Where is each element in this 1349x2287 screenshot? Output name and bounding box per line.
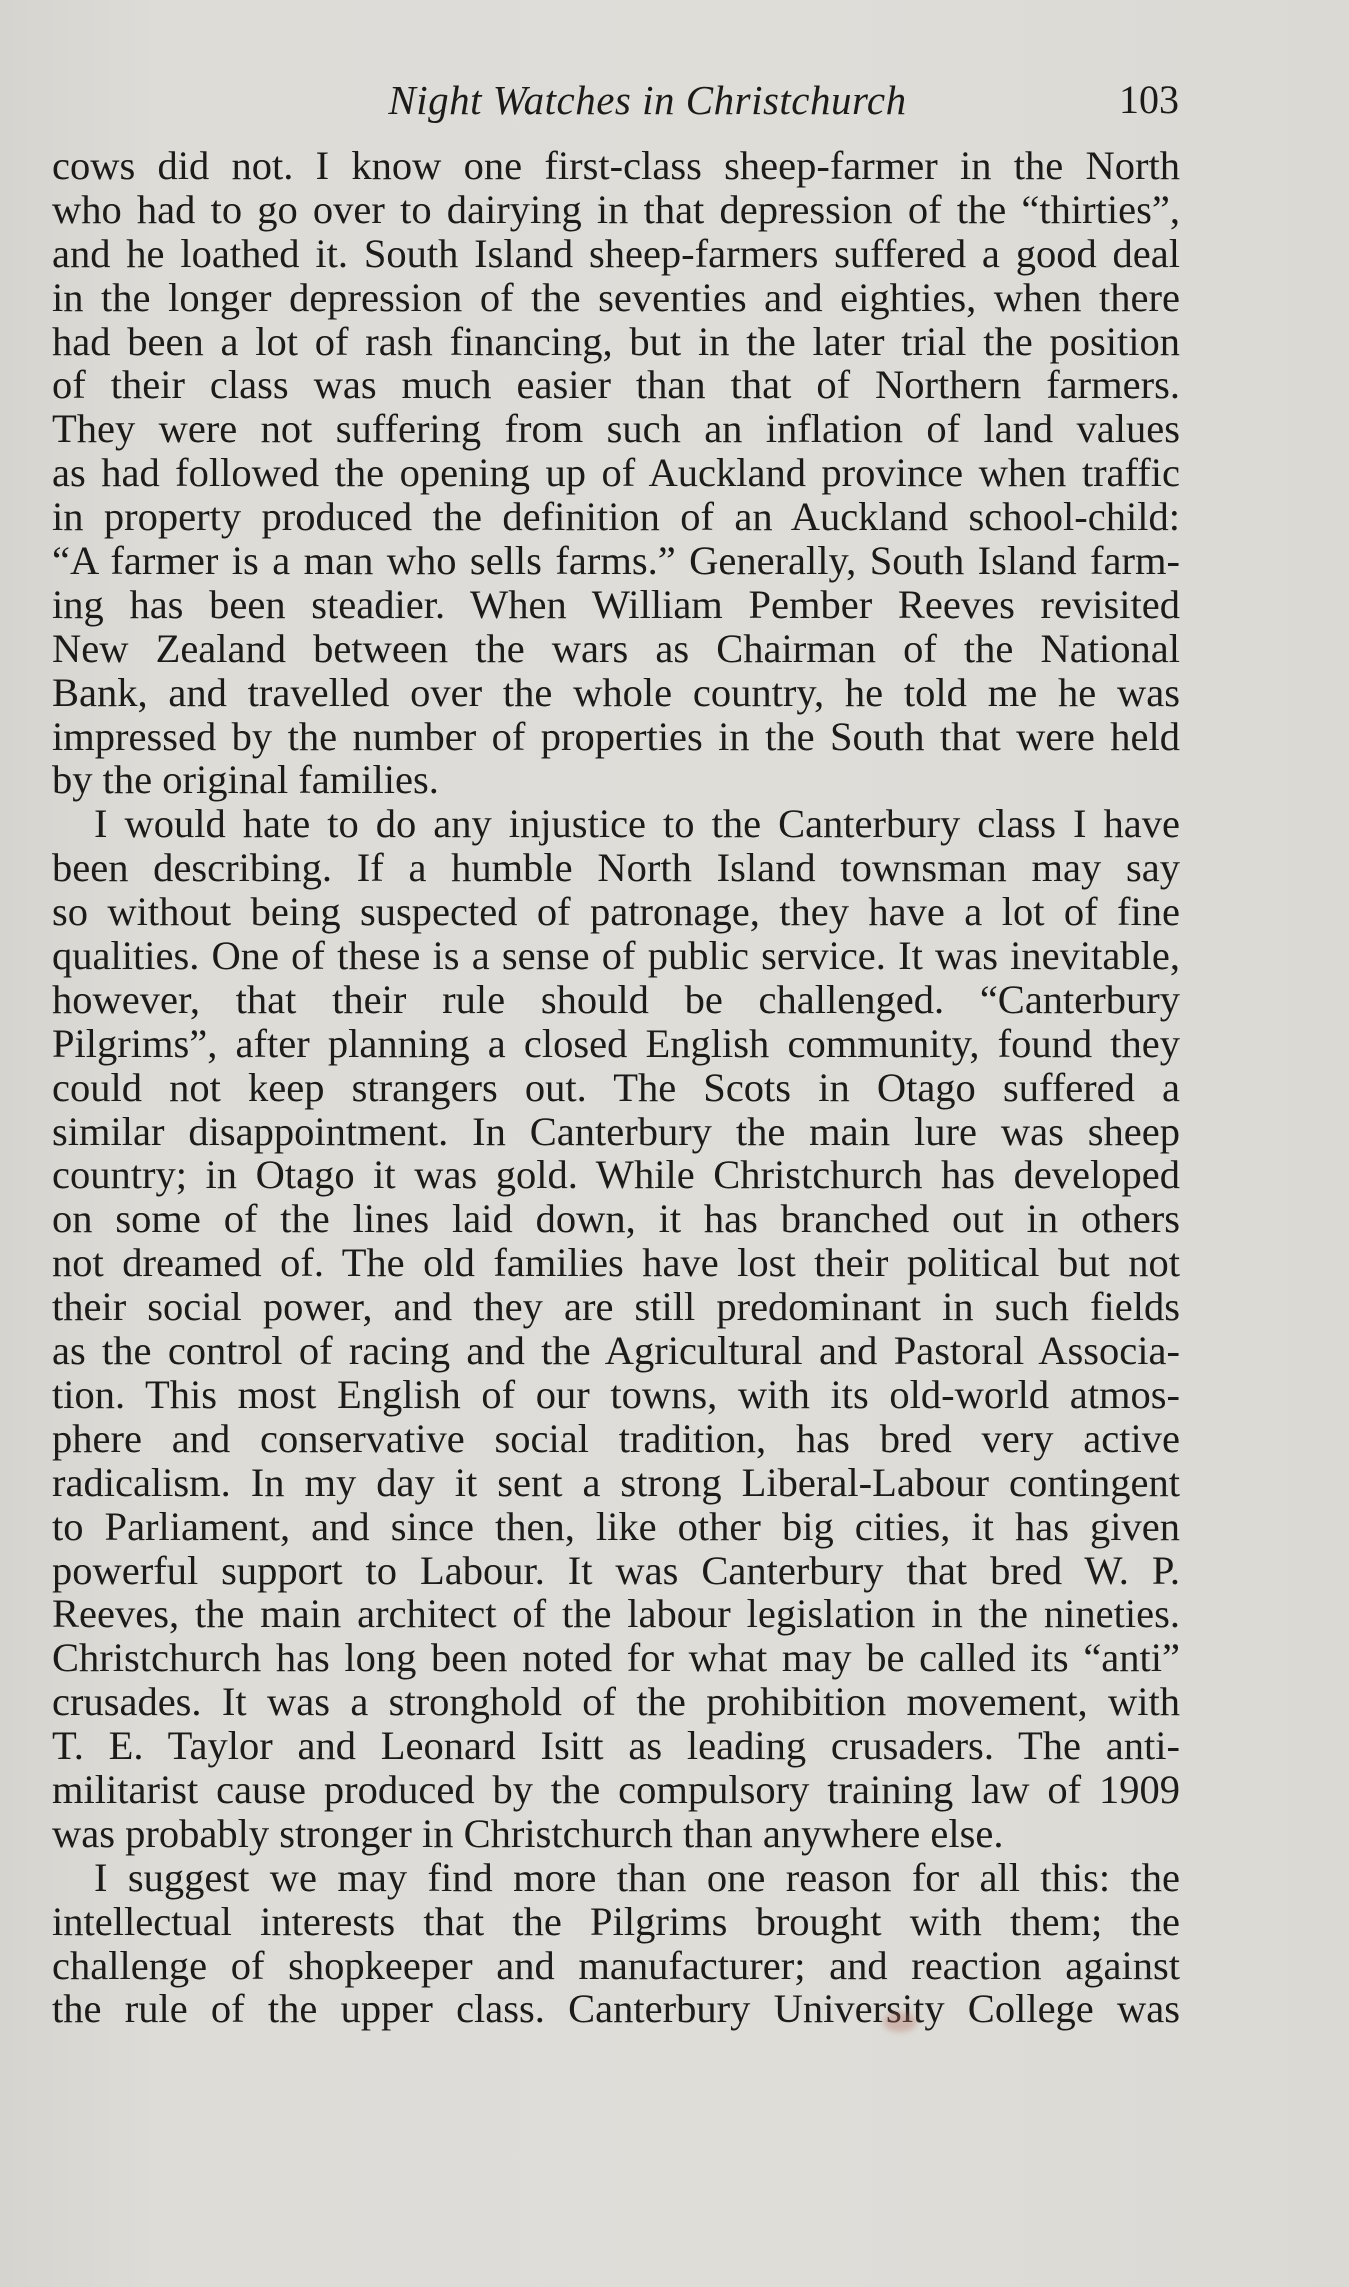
text-line: radicalism. In my day it sent a strong Liberal-Labour contingent [52,1459,1180,1505]
text-line: their social power, and they are still predominant in such fields [52,1284,1180,1330]
text-line: intellectual interests that the Pilgrims brought with them; the [52,1898,1180,1944]
text-line: as had followed the opening up of Auckland province when traffic [52,450,1180,496]
paragraph-end-line: by the original families. [52,757,439,803]
text-line: challenge of shopkeeper and manufacturer; and reaction against [52,1942,1180,1988]
text-line: crusades. It was a stronghold of the prohibition movement, with [52,1679,1180,1725]
text-line: New Zealand between the wars as Chairman of the National [52,625,1180,671]
text-line: similar disappointment. In Canterbury the main lure was sheep [52,1108,1180,1154]
text-line: Reeves, the main architect of the labour legislation in the nineties. [52,1591,1180,1637]
text-line: could not keep strangers out. The Scots in Otago suffered a [52,1064,1180,1110]
text-line: Pilgrims”, after planning a closed English community, found they [52,1020,1180,1066]
running-head [0,72,1349,128]
text-line: T. E. Taylor and Leonard Isitt as leading crusaders. The anti- [52,1723,1180,1769]
text-line: qualities. One of these is a sense of public service. It was inevitable, [52,933,1180,979]
page-number: 103 [1119,77,1179,122]
text-line: on some of the lines laid down, it has branched out in others [52,1196,1180,1242]
text-line: who had to go over to dairying in that depression of the “thirties”, [52,186,1180,232]
text-line: They were not suffering from such an inflation of land values [52,406,1180,452]
text-line: cows did not. I know one first-class sheep-farmer in the North [52,143,1180,188]
text-line: powerful support to Labour. It was Canterbury that bred W. P. [52,1547,1180,1593]
text-line: so without being suspected of patronage, they have a lot of fine [52,889,1180,935]
text-line: militarist cause produced by the compulsory training law of 1909 [52,1766,1180,1812]
text-line: been describing. If a humble North Island townsman may say [52,845,1180,891]
text-line: however, that their rule should be challenged. “Canterbury [52,976,1180,1022]
text-line: tion. This most English of our towns, with its old-world atmos- [52,1371,1180,1417]
paragraph-start-line: I suggest we may find more than one reason for all this: the [94,1854,1180,1900]
running-title: Night Watches in Christchurch [388,77,907,123]
body-text [52,144,1180,2031]
paper-stain [883,2012,917,2032]
paragraph-start-line: I would hate to do any injustice to the Canterbury class I have [94,801,1180,847]
text-line: in property produced the definition of an Auckland school-child: [52,494,1180,540]
text-line: Bank, and travelled over the whole country, he told me he was [52,669,1180,715]
text-line: and he loathed it. South Island sheep-farmers suffered a good deal [52,230,1180,276]
text-line: the rule of the upper class. Canterbury University College was [52,1986,1180,2032]
text-line: country; in Otago it was gold. While Christchurch has developed [52,1152,1180,1198]
text-line: phere and conservative social tradition, has bred very active [52,1415,1180,1461]
text-line: Christchurch has long been noted for what may be called its “anti” [52,1635,1180,1681]
paragraph-end-line: was probably stronger in Christchurch than anywhere else. [52,1810,1004,1856]
text-line: as the control of racing and the Agricultural and Pastoral Associa- [52,1328,1180,1374]
text-line: not dreamed of. The old families have lost their political but not [52,1240,1180,1286]
text-line: had been a lot of rash financing, but in the later trial the position [52,318,1180,364]
text-line: impressed by the number of properties in the South that were held [52,713,1180,759]
text-line: “A farmer is a man who sells farms.” Generally, South Island farm- [52,538,1180,584]
text-line: in the longer depression of the seventies and eighties, when there [52,274,1180,320]
text-line: of their class was much easier than that of Northern farmers. [52,362,1180,408]
text-line: to Parliament, and since then, like other big cities, it has given [52,1503,1180,1549]
text-line: ing has been steadier. When William Pember Reeves revisited [52,581,1180,627]
